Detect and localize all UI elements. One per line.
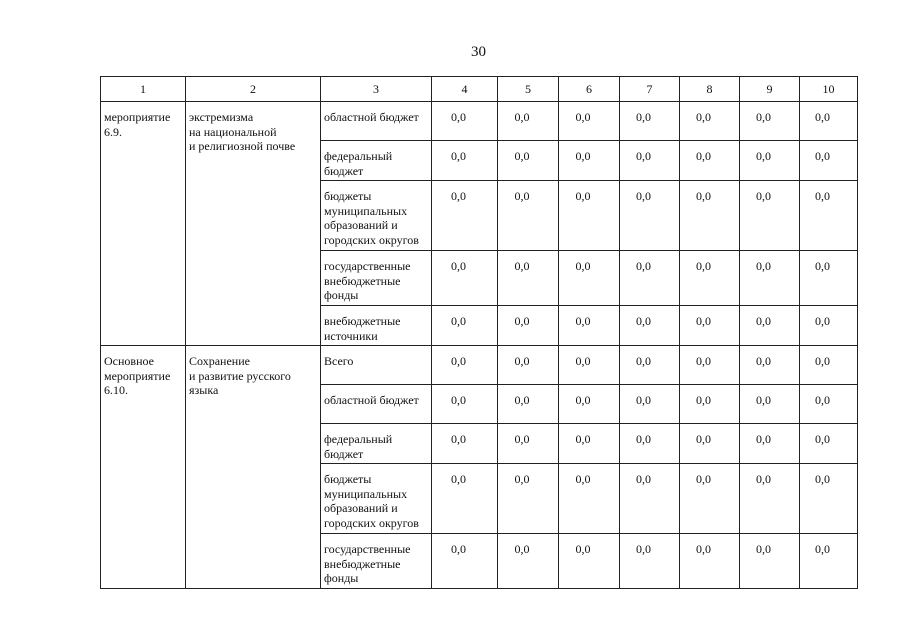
- value-text: 0,0: [575, 432, 591, 446]
- value-text: 0,0: [636, 149, 651, 163]
- value-text: 0,0: [451, 189, 466, 203]
- value-text: 0,0: [696, 393, 711, 407]
- value-text: 0,0: [815, 542, 830, 556]
- value-text: 0,0: [696, 354, 711, 368]
- value-cell: [740, 251, 800, 306]
- value-text: 0,0: [636, 542, 651, 556]
- value-cell: [559, 534, 620, 589]
- header-cell: 8: [680, 77, 740, 102]
- value-text: 0,0: [696, 149, 711, 163]
- value-text: 0,0: [756, 189, 771, 203]
- value-text: 0,0: [815, 354, 830, 368]
- value-cell: [498, 534, 559, 589]
- value-cell: [559, 141, 620, 181]
- value-text: 0,0: [575, 393, 591, 407]
- value-text: 0,0: [696, 542, 711, 556]
- table-row: [101, 346, 858, 385]
- value-cell: [559, 102, 620, 141]
- value-cell: [800, 424, 858, 464]
- value-cell: [800, 346, 858, 385]
- value-text: 0,0: [696, 314, 711, 328]
- value-cell: [800, 534, 858, 589]
- measure-title-cell: экстремизма на национальной и религиозной почве: [186, 102, 321, 346]
- value-cell: [498, 424, 559, 464]
- value-text: 0,0: [696, 110, 711, 124]
- funding-source-cell: бюджеты муниципальных образований и городских округов: [321, 464, 432, 534]
- value-cell: [432, 346, 498, 385]
- value-cell: [800, 306, 858, 346]
- header-cell: 6: [559, 77, 620, 102]
- value-text: 0,0: [636, 472, 651, 486]
- value-cell: [498, 141, 559, 181]
- value-cell: [740, 385, 800, 424]
- value-text: 0,0: [756, 110, 771, 124]
- value-cell: [740, 306, 800, 346]
- value-text: 0,0: [451, 110, 466, 124]
- value-text: 0,0: [815, 314, 830, 328]
- value-cell: [680, 141, 740, 181]
- value-cell: [620, 385, 680, 424]
- measure-title-cell: Сохранение и развитие русского языка: [186, 346, 321, 589]
- value-text: 0,0: [756, 393, 771, 407]
- value-cell: [680, 385, 740, 424]
- value-cell: [740, 464, 800, 534]
- funding-source-cell: внебюджетные источники: [321, 306, 432, 346]
- table-header-row: [101, 77, 858, 102]
- value-cell: [680, 346, 740, 385]
- value-cell: [498, 346, 559, 385]
- value-cell: [432, 181, 498, 251]
- value-cell: [498, 306, 559, 346]
- value-text: 0,0: [575, 259, 591, 273]
- value-text: 0,0: [451, 314, 466, 328]
- budget-table: [100, 76, 858, 589]
- value-text: 0,0: [815, 432, 830, 446]
- value-text: 0,0: [514, 189, 530, 203]
- value-cell: [620, 141, 680, 181]
- value-cell: [559, 346, 620, 385]
- value-cell: [620, 534, 680, 589]
- value-text: 0,0: [696, 472, 711, 486]
- value-cell: [740, 346, 800, 385]
- value-text: 0,0: [514, 259, 530, 273]
- value-cell: [498, 251, 559, 306]
- value-cell: [740, 181, 800, 251]
- measure-number-cell: мероприятие 6.9.: [101, 102, 186, 346]
- header-cell: 9: [740, 77, 800, 102]
- value-cell: [498, 181, 559, 251]
- funding-source-cell: государственные внебюджетные фонды: [321, 534, 432, 589]
- value-text: 0,0: [696, 189, 711, 203]
- value-cell: [432, 251, 498, 306]
- value-cell: [432, 306, 498, 346]
- value-text: 0,0: [815, 189, 830, 203]
- value-text: 0,0: [636, 110, 651, 124]
- value-cell: [740, 534, 800, 589]
- value-text: 0,0: [696, 259, 711, 273]
- value-cell: [432, 464, 498, 534]
- value-text: 0,0: [636, 354, 651, 368]
- value-text: 0,0: [575, 149, 591, 163]
- value-cell: [800, 141, 858, 181]
- value-text: 0,0: [636, 259, 651, 273]
- value-cell: [559, 464, 620, 534]
- value-text: 0,0: [514, 432, 530, 446]
- value-cell: [740, 102, 800, 141]
- value-text: 0,0: [514, 110, 530, 124]
- value-text: 0,0: [815, 472, 830, 486]
- value-cell: [620, 464, 680, 534]
- value-text: 0,0: [514, 354, 530, 368]
- value-text: 0,0: [451, 259, 466, 273]
- value-text: 0,0: [756, 542, 771, 556]
- value-cell: [620, 346, 680, 385]
- value-text: 0,0: [696, 432, 711, 446]
- value-text: 0,0: [451, 432, 466, 446]
- funding-source-cell: областной бюджет: [321, 102, 432, 141]
- value-text: 0,0: [514, 149, 530, 163]
- value-text: 0,0: [636, 314, 651, 328]
- funding-source-cell: Всего: [321, 346, 432, 385]
- table-row: [101, 102, 858, 141]
- value-text: 0,0: [575, 189, 591, 203]
- value-cell: [620, 424, 680, 464]
- value-text: 0,0: [514, 314, 530, 328]
- value-text: 0,0: [756, 314, 771, 328]
- header-cell: 7: [620, 77, 680, 102]
- value-text: 0,0: [756, 259, 771, 273]
- value-cell: [620, 306, 680, 346]
- value-text: 0,0: [636, 189, 651, 203]
- funding-source-cell: государственные внебюджетные фонды: [321, 251, 432, 306]
- value-text: 0,0: [636, 393, 651, 407]
- value-cell: [680, 424, 740, 464]
- value-cell: [680, 464, 740, 534]
- value-text: 0,0: [815, 259, 830, 273]
- value-text: 0,0: [451, 354, 466, 368]
- value-text: 0,0: [514, 393, 530, 407]
- value-cell: [800, 251, 858, 306]
- value-cell: [680, 181, 740, 251]
- value-text: 0,0: [451, 542, 466, 556]
- value-text: 0,0: [756, 354, 771, 368]
- value-text: 0,0: [451, 149, 466, 163]
- value-cell: [432, 534, 498, 589]
- value-text: 0,0: [575, 110, 591, 124]
- value-text: 0,0: [815, 110, 830, 124]
- value-text: 0,0: [636, 432, 651, 446]
- value-cell: [620, 181, 680, 251]
- value-text: 0,0: [514, 542, 530, 556]
- page-number: 30: [471, 44, 486, 60]
- value-text: 0,0: [451, 472, 466, 486]
- value-text: 0,0: [514, 472, 530, 486]
- header-cell: 2: [186, 77, 321, 102]
- value-cell: [498, 102, 559, 141]
- value-cell: [800, 464, 858, 534]
- value-cell: [432, 424, 498, 464]
- value-cell: [800, 385, 858, 424]
- value-cell: [559, 424, 620, 464]
- value-text: 0,0: [815, 393, 830, 407]
- value-cell: [559, 385, 620, 424]
- value-cell: [740, 424, 800, 464]
- funding-source-cell: областной бюджет: [321, 385, 432, 424]
- value-cell: [800, 181, 858, 251]
- value-text: 0,0: [575, 542, 591, 556]
- measure-number-cell: Основное мероприятие 6.10.: [101, 346, 186, 589]
- value-cell: [740, 141, 800, 181]
- value-text: 0,0: [756, 472, 771, 486]
- value-cell: [800, 102, 858, 141]
- value-text: 0,0: [815, 149, 830, 163]
- value-cell: [559, 251, 620, 306]
- funding-source-cell: федеральный бюджет: [321, 424, 432, 464]
- value-text: 0,0: [756, 149, 771, 163]
- header-cell: 1: [101, 77, 186, 102]
- header-cell: 3: [321, 77, 432, 102]
- value-cell: [620, 102, 680, 141]
- header-cell: 4: [432, 77, 498, 102]
- value-cell: [559, 181, 620, 251]
- value-cell: [680, 251, 740, 306]
- value-cell: [432, 102, 498, 141]
- header-cell: 10: [800, 77, 858, 102]
- value-cell: [680, 306, 740, 346]
- value-text: 0,0: [575, 314, 591, 328]
- value-text: 0,0: [575, 354, 591, 368]
- value-text: 0,0: [451, 393, 466, 407]
- value-cell: [432, 385, 498, 424]
- funding-source-cell: бюджеты муниципальных образований и городских округов: [321, 181, 432, 251]
- value-cell: [680, 102, 740, 141]
- funding-source-cell: федеральный бюджет: [321, 141, 432, 181]
- value-cell: [498, 385, 559, 424]
- value-cell: [432, 141, 498, 181]
- header-cell: 5: [498, 77, 559, 102]
- value-cell: [559, 306, 620, 346]
- value-cell: [680, 534, 740, 589]
- value-text: 0,0: [756, 432, 771, 446]
- value-text: 0,0: [575, 472, 591, 486]
- value-cell: [620, 251, 680, 306]
- value-cell: [498, 464, 559, 534]
